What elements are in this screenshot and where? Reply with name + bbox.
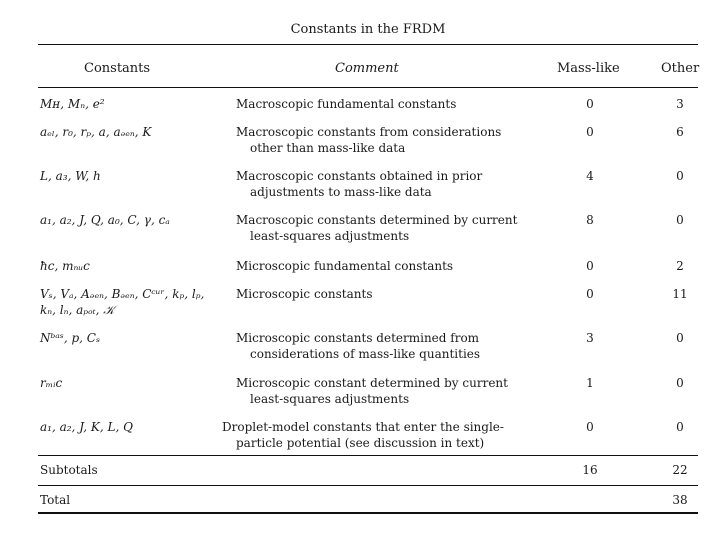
- row-mass-like: 0: [586, 287, 594, 301]
- row-comment: Droplet-model constants that enter the single- particle potential (see discussion in text): [222, 420, 504, 450]
- row-mass-like: 0: [586, 125, 594, 139]
- header-mass-like: Mass-like: [557, 61, 620, 76]
- row-other: 2: [676, 259, 684, 273]
- row-constants: Vₛ, Vₐ, Aₔₑₙ, Bₔₑₙ, Cᶜᵘʳ, kₚ, lₚ, kₙ, lₙ, aₚₒₜ, 𝒦: [40, 287, 205, 317]
- row-mass-like: 8: [586, 213, 594, 227]
- rule-bottom: [38, 512, 698, 514]
- table-title: Constants in the FRDM: [290, 22, 446, 37]
- row-mass-like: 4: [586, 169, 594, 183]
- subtotals-other: 22: [672, 463, 688, 477]
- header-comment: Comment: [335, 61, 399, 76]
- row-mass-like: 3: [586, 331, 594, 345]
- row-other: 0: [676, 169, 684, 183]
- subtotals-label: Subtotals: [40, 463, 98, 477]
- row-comment: Microscopic fundamental constants: [236, 259, 454, 273]
- row-constants: Mʜ, Mₙ, e²: [40, 97, 105, 111]
- row-constants: a₁, a₂, J, K, L, Q: [40, 420, 133, 434]
- rule-header: [38, 87, 698, 88]
- row-constants: aₑₗ, r₀, rₚ, a, aₔₑₙ, K: [40, 125, 152, 139]
- row-mass-like: 0: [586, 97, 594, 111]
- row-mass-like: 1: [586, 376, 594, 390]
- row-constants: a₁, a₂, J, Q, a₀, C, γ, cₐ: [40, 213, 170, 227]
- row-mass-like: 0: [586, 420, 594, 434]
- total-label: Total: [40, 493, 71, 507]
- row-comment: Macroscopic constants obtained in prior adjustments to mass-like data: [236, 169, 483, 199]
- row-constants: rₘᵢc: [40, 376, 63, 390]
- row-comment: Macroscopic constants from considerations other than mass-like data: [236, 125, 502, 155]
- row-other: 0: [676, 331, 684, 345]
- row-comment: Microscopic constants determined from considerations of mass-like quantities: [236, 331, 481, 361]
- row-other: 0: [676, 376, 684, 390]
- row-other: 6: [676, 125, 684, 139]
- row-comment: Microscopic constants: [236, 287, 373, 301]
- row-mass-like: 0: [586, 259, 594, 273]
- row-other: 0: [676, 420, 684, 434]
- total-other: 38: [672, 493, 688, 507]
- rule-top: [38, 44, 698, 45]
- row-constants: ħc, mₙᵤc: [40, 259, 90, 273]
- row-comment: Microscopic constant determined by current least-squares adjustments: [236, 376, 508, 406]
- row-other: 11: [672, 287, 688, 301]
- row-other: 0: [676, 213, 684, 227]
- row-comment: Macroscopic constants determined by current least-squares adjustments: [236, 213, 518, 243]
- rule-before-subtotals: [38, 455, 698, 456]
- row-constants: L, a₃, W, h: [40, 169, 101, 183]
- row-constants: Nᵇᵃˢ, p, Cₛ: [40, 331, 101, 345]
- rule-before-total: [38, 485, 698, 486]
- header-constants: Constants: [84, 61, 151, 76]
- subtotals-mass-like: 16: [582, 463, 598, 477]
- row-other: 3: [676, 97, 684, 111]
- row-comment: Macroscopic fundamental constants: [236, 97, 457, 111]
- header-other: Other: [661, 61, 700, 76]
